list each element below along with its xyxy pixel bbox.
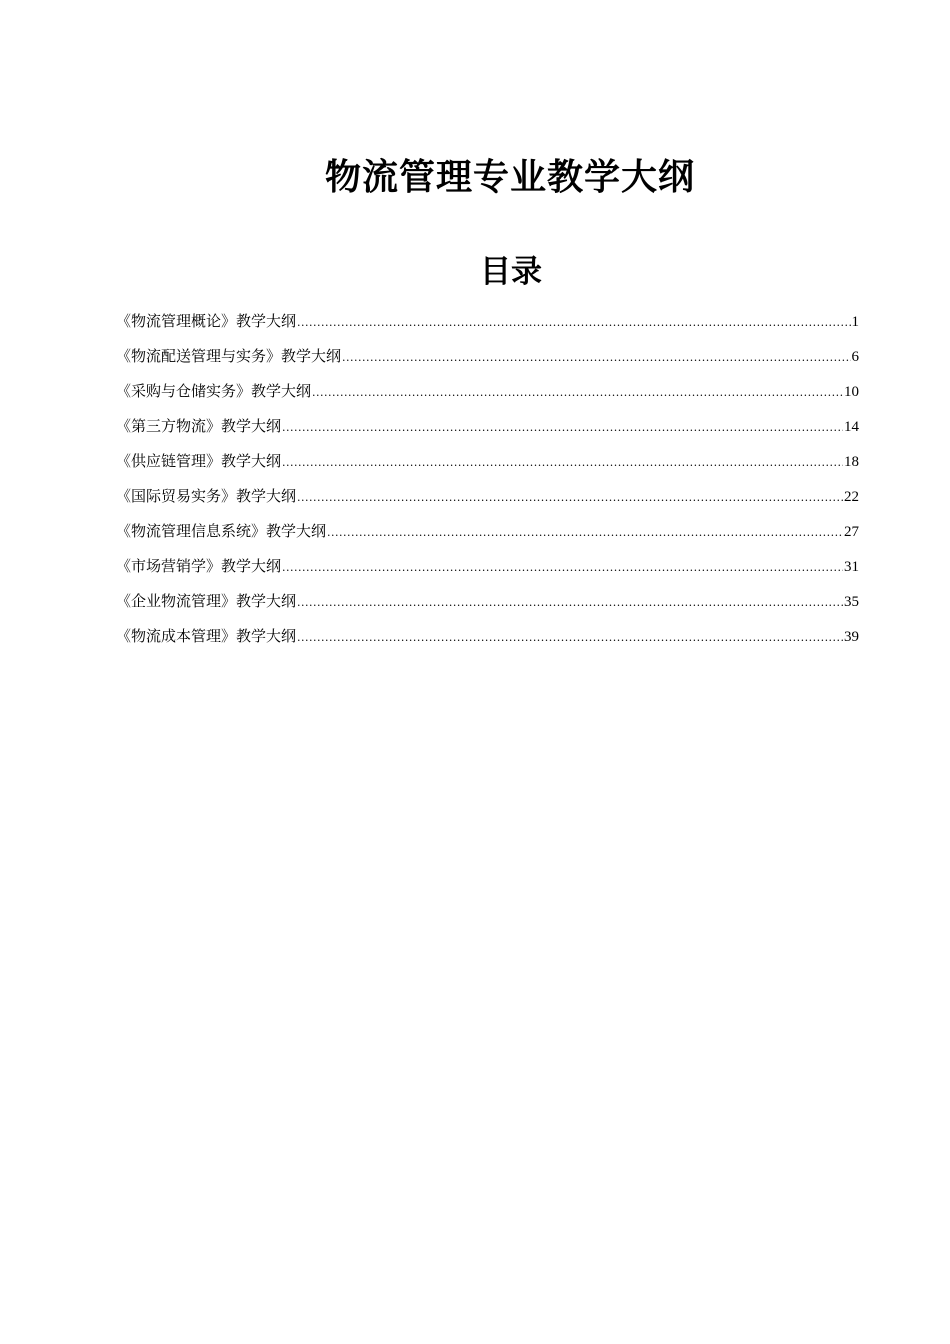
toc-entry[interactable] (116, 518, 859, 553)
toc-page-number: 10 (844, 384, 859, 400)
toc-page-number: 6 (851, 349, 859, 365)
toc-entry[interactable] (116, 448, 859, 483)
document-title: 物流管理专业教学大纲 (324, 156, 695, 199)
toc-entry-title: 《第三方物流》教学大纲 (116, 417, 282, 435)
toc-dot-leader (282, 415, 843, 441)
toc-page-number: 39 (844, 629, 859, 645)
toc-entry[interactable] (116, 308, 859, 343)
toc-entry-title: 《物流配送管理与实务》教学大纲 (116, 347, 342, 365)
toc-entry[interactable] (116, 378, 859, 413)
toc-page-number: 22 (844, 489, 859, 505)
toc-entry-title: 《市场营销学》教学大纲 (116, 557, 282, 575)
toc-dot-leader (342, 345, 850, 371)
toc-dot-leader (297, 625, 843, 651)
toc-entry-title: 《采购与仓储实务》教学大纲 (116, 382, 312, 400)
toc-page-number: 27 (844, 524, 859, 540)
toc-page-number: 1 (851, 314, 859, 330)
toc-entry[interactable] (116, 623, 859, 658)
toc-entry-title: 《供应链管理》教学大纲 (116, 452, 282, 470)
toc-dot-leader (282, 555, 843, 581)
toc-dot-leader (297, 310, 850, 336)
toc-entry-title: 《企业物流管理》教学大纲 (116, 592, 297, 610)
toc-entry-title: 《物流成本管理》教学大纲 (116, 627, 297, 645)
toc-entry[interactable] (116, 343, 859, 378)
toc-entry[interactable] (116, 588, 859, 623)
table-of-contents (116, 308, 859, 658)
toc-heading: 目录 (480, 253, 542, 290)
toc-page-number: 14 (844, 419, 859, 435)
toc-dot-leader (312, 380, 843, 406)
toc-page-number: 18 (844, 454, 859, 470)
toc-entry[interactable] (116, 553, 859, 588)
toc-entry-title: 《物流管理信息系统》教学大纲 (116, 522, 327, 540)
toc-dot-leader (327, 520, 843, 546)
toc-entry-title: 《物流管理概论》教学大纲 (116, 312, 297, 330)
toc-entry[interactable] (116, 483, 859, 518)
toc-dot-leader (282, 450, 843, 476)
toc-dot-leader (297, 485, 843, 511)
toc-page-number: 35 (844, 594, 859, 610)
toc-page-number: 31 (844, 559, 859, 575)
toc-dot-leader (297, 590, 843, 616)
toc-entry-title: 《国际贸易实务》教学大纲 (116, 487, 297, 505)
toc-entry[interactable] (116, 413, 859, 448)
